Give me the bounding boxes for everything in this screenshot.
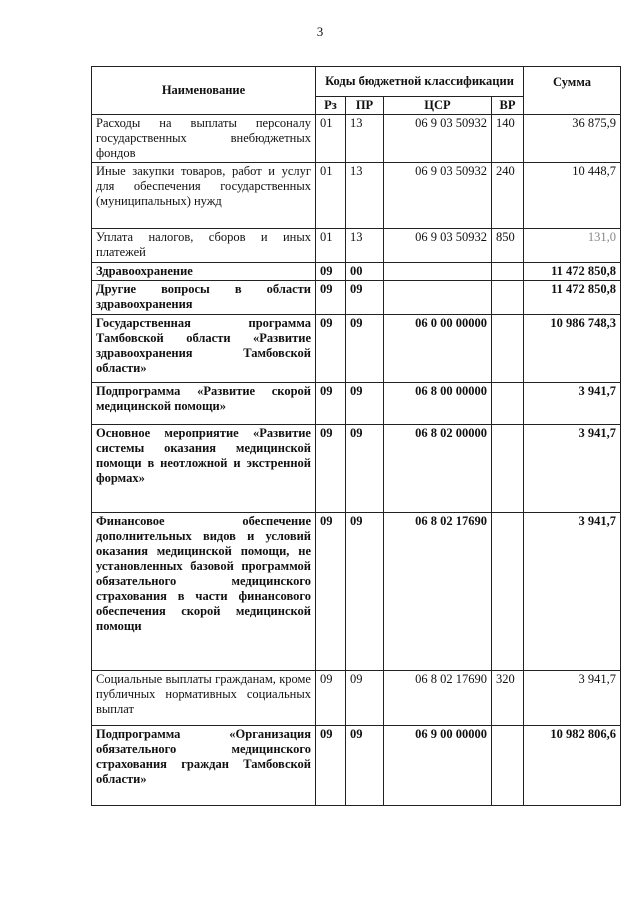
row-csr: 06 8 00 00000 — [384, 383, 492, 425]
row-rz: 09 — [316, 726, 346, 806]
row-pr: 13 — [346, 229, 384, 263]
row-rz: 01 — [316, 229, 346, 263]
row-name: Уплата налогов, сборов и иных платежей — [92, 229, 316, 263]
row-name: Государственная программа Тамбовской области «Развитие здравоохранения Тамбовской области» — [92, 315, 316, 383]
row-vr — [492, 726, 524, 806]
row-name: Расходы на выплаты персоналу государственных внебюджетных фондов — [92, 115, 316, 163]
row-name: Подпрограмма «Развитие скорой медицинской помощи» — [92, 383, 316, 425]
row-rz: 09 — [316, 315, 346, 383]
row-sum: 10 986 748,3 — [524, 315, 621, 383]
row-rz: 09 — [316, 671, 346, 726]
row-sum: 10 982 806,6 — [524, 726, 621, 806]
row-name: Основное мероприятие «Развитие системы оказания медицинской помощи в неотложной и экстренной формах» — [92, 425, 316, 513]
row-vr — [492, 425, 524, 513]
budget-table — [91, 66, 621, 806]
row-pr: 09 — [346, 671, 384, 726]
row-csr: 06 8 02 17690 — [384, 671, 492, 726]
row-pr: 00 — [346, 263, 384, 281]
table-row — [92, 115, 621, 163]
row-vr — [492, 281, 524, 315]
row-vr — [492, 383, 524, 425]
row-sum: 11 472 850,8 — [524, 263, 621, 281]
row-csr: 06 9 00 00000 — [384, 726, 492, 806]
header-csr: ЦСР — [384, 97, 492, 115]
row-name: Социальные выплаты гражданам, кроме публичных нормативных социальных выплат — [92, 671, 316, 726]
row-csr: 06 9 03 50932 — [384, 163, 492, 229]
row-rz: 09 — [316, 513, 346, 671]
header-codes: Коды бюджетной классификации — [316, 67, 524, 97]
table-row — [92, 425, 621, 513]
header-row — [92, 67, 621, 97]
row-pr: 13 — [346, 163, 384, 229]
row-name: Здравоохранение — [92, 263, 316, 281]
row-pr: 09 — [346, 513, 384, 671]
table-row — [92, 383, 621, 425]
row-pr: 09 — [346, 281, 384, 315]
row-rz: 01 — [316, 163, 346, 229]
row-sum: 3 941,7 — [524, 383, 621, 425]
row-csr: 06 8 02 17690 — [384, 513, 492, 671]
row-vr — [492, 263, 524, 281]
row-rz: 01 — [316, 115, 346, 163]
row-sum: 131,0 — [524, 229, 621, 263]
header-name: Наименование — [92, 67, 316, 115]
row-vr: 850 — [492, 229, 524, 263]
row-pr: 09 — [346, 425, 384, 513]
row-vr: 140 — [492, 115, 524, 163]
header-sum: Сумма — [524, 67, 621, 115]
row-csr: 06 8 02 00000 — [384, 425, 492, 513]
row-sum: 3 941,7 — [524, 425, 621, 513]
table-row — [92, 263, 621, 281]
row-sum: 11 472 850,8 — [524, 281, 621, 315]
row-name: Финансовое обеспечение дополнительных видов и условий оказания медицинской помощи, не установленных базовой программой обязательного медицинского страхования в части финансового обеспечения скорой медицинской помощи — [92, 513, 316, 671]
row-sum: 36 875,9 — [524, 115, 621, 163]
table-row — [92, 726, 621, 806]
row-rz: 09 — [316, 281, 346, 315]
row-vr — [492, 513, 524, 671]
header-vr: ВР — [492, 97, 524, 115]
row-csr — [384, 281, 492, 315]
row-csr — [384, 263, 492, 281]
table-row — [92, 315, 621, 383]
row-pr: 09 — [346, 315, 384, 383]
row-pr: 09 — [346, 726, 384, 806]
header-rz: Рз — [316, 97, 346, 115]
row-vr: 240 — [492, 163, 524, 229]
row-name: Другие вопросы в области здравоохранения — [92, 281, 316, 315]
row-vr — [492, 315, 524, 383]
header-pr: ПР — [346, 97, 384, 115]
table-row — [92, 163, 621, 229]
row-rz: 09 — [316, 383, 346, 425]
row-csr: 06 0 00 00000 — [384, 315, 492, 383]
row-sum: 10 448,7 — [524, 163, 621, 229]
row-csr: 06 9 03 50932 — [384, 115, 492, 163]
table-row — [92, 513, 621, 671]
row-sum: 3 941,7 — [524, 513, 621, 671]
row-csr: 06 9 03 50932 — [384, 229, 492, 263]
row-name: Иные закупки товаров, работ и услуг для обеспечения государственных (муниципальных) нужд — [92, 163, 316, 229]
row-vr: 320 — [492, 671, 524, 726]
row-pr: 09 — [346, 383, 384, 425]
table-row — [92, 671, 621, 726]
row-name: Подпрограмма «Организация обязательного медицинского страхования граждан Тамбовской области» — [92, 726, 316, 806]
page-number: 3 — [316, 24, 324, 39]
table-row — [92, 229, 621, 263]
row-rz: 09 — [316, 425, 346, 513]
table-row — [92, 281, 621, 315]
row-rz: 09 — [316, 263, 346, 281]
row-pr: 13 — [346, 115, 384, 163]
row-sum: 3 941,7 — [524, 671, 621, 726]
